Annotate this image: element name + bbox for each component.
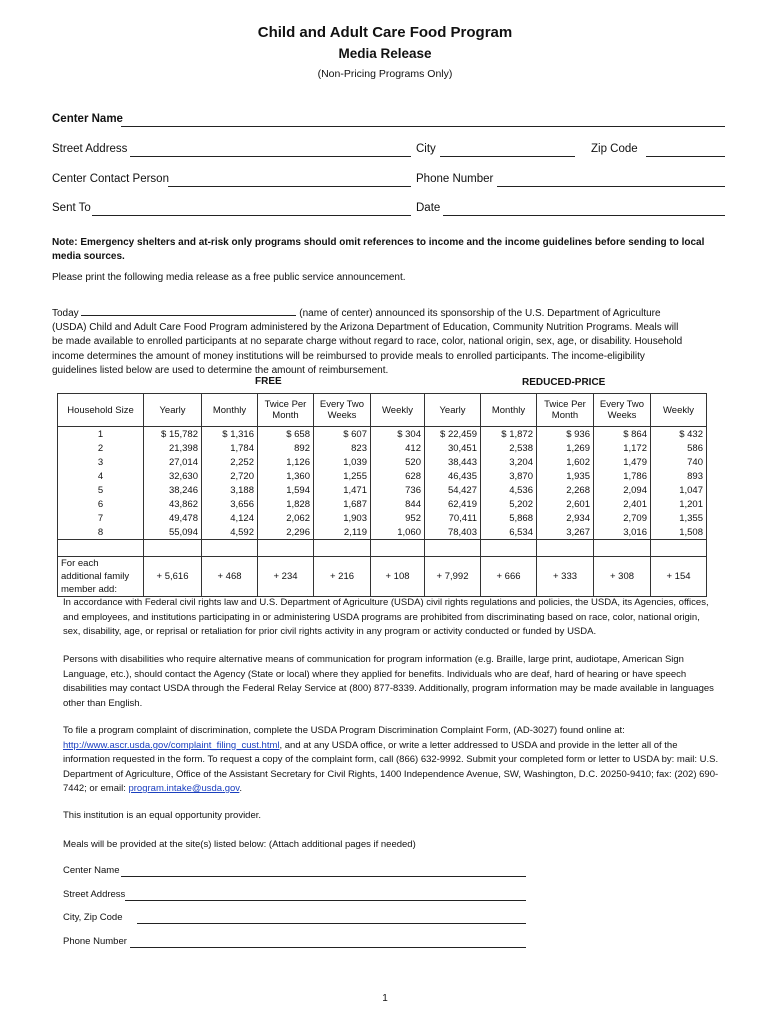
table-cell: $ 1,872 xyxy=(481,427,537,442)
table-cell: + 234 xyxy=(258,557,314,597)
table-cell: 3,204 xyxy=(481,456,537,470)
table-cell: 892 xyxy=(258,442,314,456)
column-header: Every Two Weeks xyxy=(314,394,371,427)
table-cell: + 216 xyxy=(314,557,371,597)
free-label: FREE xyxy=(255,376,282,387)
column-header: Every Two Weeks xyxy=(594,394,651,427)
table-cell: 844 xyxy=(371,498,425,512)
table-cell: + 308 xyxy=(594,557,651,597)
table-cell: 740 xyxy=(651,456,707,470)
table-cell: 1,060 xyxy=(371,526,425,540)
table-cell: 1,172 xyxy=(594,442,651,456)
table-cell: 1,594 xyxy=(258,484,314,498)
table-cell: 70,411 xyxy=(425,512,481,526)
date-field[interactable] xyxy=(443,215,725,216)
table-row xyxy=(58,512,707,526)
table-cell: 3,188 xyxy=(202,484,258,498)
table-cell: 27,014 xyxy=(144,456,202,470)
phone-number-field[interactable] xyxy=(497,186,725,187)
table-cell: + 333 xyxy=(537,557,594,597)
household-size-cell: 6 xyxy=(58,498,144,512)
table-cell: 1,047 xyxy=(651,484,707,498)
column-header: Yearly xyxy=(144,394,202,427)
table-cell: $ 864 xyxy=(594,427,651,442)
center-contact-field[interactable] xyxy=(168,186,411,187)
table-cell: 1,508 xyxy=(651,526,707,540)
table-cell: 1,903 xyxy=(314,512,371,526)
column-header: Weekly xyxy=(651,394,707,427)
table-cell: 55,094 xyxy=(144,526,202,540)
table-body xyxy=(58,427,707,540)
table-header-row xyxy=(58,394,707,427)
table-cell: 5,868 xyxy=(481,512,537,526)
column-header: Household Size xyxy=(58,394,144,427)
table-row xyxy=(58,456,707,470)
column-header: Monthly xyxy=(202,394,258,427)
table-cell: 49,478 xyxy=(144,512,202,526)
release-paragraph xyxy=(52,306,682,378)
household-size-cell: 2 xyxy=(58,442,144,456)
table-cell: 1,602 xyxy=(537,456,594,470)
table-row xyxy=(58,484,707,498)
table-cell: 1,828 xyxy=(258,498,314,512)
table-row xyxy=(58,498,707,512)
table-cell: 2,709 xyxy=(594,512,651,526)
table-cell: 1,355 xyxy=(651,512,707,526)
table-cell: + 154 xyxy=(651,557,707,597)
table-cell: 1,255 xyxy=(314,470,371,484)
sent-to-field[interactable] xyxy=(92,215,411,216)
column-header: Twice Per Month xyxy=(537,394,594,427)
table-cell: 2,720 xyxy=(202,470,258,484)
phone-number-label: Phone Number xyxy=(416,173,494,185)
table-cell: 2,296 xyxy=(258,526,314,540)
table-cell: 823 xyxy=(314,442,371,456)
meals-sites-text: Meals will be provided at the site(s) listed below: (Attach additional pages if needed) xyxy=(63,839,416,850)
table-cell: 2,268 xyxy=(537,484,594,498)
note-text: Note: Emergency shelters and at-risk only programs should omit references to income and the income guidelines before sending to local media sources. xyxy=(52,237,705,262)
table-cell: 1,269 xyxy=(537,442,594,456)
table-cell: $ 304 xyxy=(371,427,425,442)
column-header: Twice Per Month xyxy=(258,394,314,427)
table-cell: 2,119 xyxy=(314,526,371,540)
center-name-label: Center Name xyxy=(52,113,123,125)
document-note: (Non-Pricing Programs Only) xyxy=(317,68,453,80)
table-cell: 4,536 xyxy=(481,484,537,498)
table-cell: 1,784 xyxy=(202,442,258,456)
today-label: Today xyxy=(52,308,79,319)
center-contact-label: Center Contact Person xyxy=(52,173,169,185)
document-title: Child and Adult Care Food Program xyxy=(257,24,513,41)
table-cell: 586 xyxy=(651,442,707,456)
table-cell: 3,870 xyxy=(481,470,537,484)
table-cell: 46,435 xyxy=(425,470,481,484)
household-size-cell: 1 xyxy=(58,427,144,442)
release-line-4: income determines the amount of money institutions will be reimbursed to provide meals to enrolled participants. The income-eligibility xyxy=(52,350,645,362)
household-size-cell: 5 xyxy=(58,484,144,498)
table-row xyxy=(58,427,707,442)
table-cell: $ 432 xyxy=(651,427,707,442)
table-row xyxy=(58,526,707,540)
table-cell: 3,016 xyxy=(594,526,651,540)
column-header: Monthly xyxy=(481,394,537,427)
reduced-price-label: REDUCED-PRICE xyxy=(522,377,606,388)
table-cell: 1,786 xyxy=(594,470,651,484)
sent-to-label: Sent To xyxy=(52,202,91,214)
table-cell: 4,592 xyxy=(202,526,258,540)
table-cell: 3,267 xyxy=(537,526,594,540)
site-street-address-label: Street Address xyxy=(63,889,126,900)
complaint-text-a: To file a program complaint of discrimination, complete the USDA Program Discrimination Complaint Form, (AD-3027) found online at: xyxy=(63,725,625,736)
table-cell: 1,687 xyxy=(314,498,371,512)
release-line-5: guidelines listed below are used to determine the amount of reimbursement. xyxy=(52,364,389,376)
table-cell: 2,401 xyxy=(594,498,651,512)
household-size-cell: 4 xyxy=(58,470,144,484)
civil-rights-paragraph-2: Persons with disabilities who require alternative means of communication for program information (e.g. Braille, large print, audiotape, American Sign Language, etc.), should contact the Agency (State or local) where they applied for benefits. Individuals who are deaf, hard of hearing or have speech disabilities may contact USDA through the Federal Relay Service at (800) 877-8339. Additionally, program information may be made available in languages other than English. xyxy=(63,654,714,709)
household-size-cell: 7 xyxy=(58,512,144,526)
complaint-form-link[interactable]: http://www.ascr.usda.gov/complaint_filing_cust.html xyxy=(63,739,280,751)
column-header: Weekly xyxy=(371,394,425,427)
date-label: Date xyxy=(416,202,441,214)
table-cell: + 468 xyxy=(202,557,258,597)
table-cell: 2,094 xyxy=(594,484,651,498)
table-cell: 5,202 xyxy=(481,498,537,512)
additional-member-row xyxy=(58,557,707,597)
table-cell: 2,062 xyxy=(258,512,314,526)
table-cell: + 7,992 xyxy=(425,557,481,597)
table-cell: 6,534 xyxy=(481,526,537,540)
table-cell: 54,427 xyxy=(425,484,481,498)
page-number: 1 xyxy=(382,993,388,1004)
table-cell: $ 607 xyxy=(314,427,371,442)
instruction-text: Please print the following media release as a free public service announcement. xyxy=(52,272,406,283)
table-cell: 30,451 xyxy=(425,442,481,456)
table-cell: 3,656 xyxy=(202,498,258,512)
table-cell: 2,252 xyxy=(202,456,258,470)
site-center-name-field[interactable] xyxy=(121,876,526,877)
table-cell: 32,630 xyxy=(144,470,202,484)
release-line-1: (name of center) announced its sponsorship of the U.S. Department of Agriculture xyxy=(299,308,661,319)
street-address-field[interactable] xyxy=(130,156,411,157)
site-city-zip-label: City, Zip Code xyxy=(63,912,123,923)
center-name-blank[interactable] xyxy=(81,306,296,316)
table-cell: 1,039 xyxy=(314,456,371,470)
table-cell: 520 xyxy=(371,456,425,470)
additional-member-label: For each additional family member add: xyxy=(58,557,144,597)
civil-rights-paragraph-1: In accordance with Federal civil rights law and U.S. Department of Agriculture (USDA) civil rights regulations and policies, the USDA, its Agencies, offices, and employees, and institutions participating in or administering USDA programs are prohibited from discriminating based on race, color, national origin, sex, disability, age, or reprisal or retaliation for prior civil rights activity in any program or activity conducted or funded by USDA. xyxy=(63,597,709,637)
table-cell: 38,246 xyxy=(144,484,202,498)
table-cell: $ 22,459 xyxy=(425,427,481,442)
table-cell: + 108 xyxy=(371,557,425,597)
table-cell: $ 1,316 xyxy=(202,427,258,442)
table-cell: + 5,616 xyxy=(144,557,202,597)
table-cell: 4,124 xyxy=(202,512,258,526)
site-phone-number-field[interactable] xyxy=(130,947,526,948)
email-link[interactable]: program.intake@usda.gov xyxy=(128,783,240,794)
table-cell: $ 658 xyxy=(258,427,314,442)
site-phone-number-label: Phone Number xyxy=(63,936,127,947)
table-cell: $ 15,782 xyxy=(144,427,202,442)
table-cell: 62,419 xyxy=(425,498,481,512)
table-cell: 1,201 xyxy=(651,498,707,512)
complaint-text-end: . xyxy=(239,783,242,794)
table-cell: 1,126 xyxy=(258,456,314,470)
table-cell: 43,862 xyxy=(144,498,202,512)
release-line-2: (USDA) Child and Adult Care Food Program administered by the Arizona Department of Education, Community Nutrition Programs. Meals will xyxy=(52,322,679,334)
table-cell: 1,935 xyxy=(537,470,594,484)
center-name-field[interactable] xyxy=(121,126,725,127)
table-row xyxy=(58,470,707,484)
table-cell: 952 xyxy=(371,512,425,526)
table-cell: 736 xyxy=(371,484,425,498)
city-label: City xyxy=(416,143,436,155)
table-cell: 38,443 xyxy=(425,456,481,470)
table-cell: 1,479 xyxy=(594,456,651,470)
column-header: Yearly xyxy=(425,394,481,427)
table-cell: 893 xyxy=(651,470,707,484)
street-address-label: Street Address xyxy=(52,143,128,155)
document-subtitle: Media Release xyxy=(338,46,432,61)
city-field[interactable] xyxy=(440,156,575,157)
table-row xyxy=(58,442,707,456)
household-size-cell: 8 xyxy=(58,526,144,540)
table-spacer-row xyxy=(58,540,707,557)
table-cell: 21,398 xyxy=(144,442,202,456)
table-cell: + 666 xyxy=(481,557,537,597)
complaint-text-b: , and at any USDA office, or write a letter addressed to USDA and provide in the letter all of the information requested in the form. To request a copy of the complaint form, call (866) 632-9992. Submit your completed form or letter to USDA by: mail: U.S. Department of Agriculture, Office of the Assistant Secretary for Civil Rights, 1400 Independence Avenue, SW, Washington, D.C. 20250-9410; fax: (202) 690-7442; or email: xyxy=(63,739,719,794)
release-line-3: be made available to enrolled participants at no separate charge without regard to race, color, national origin, sex, age, or disability. Household xyxy=(52,336,683,348)
table-cell: 412 xyxy=(371,442,425,456)
zip-code-field[interactable] xyxy=(646,156,725,157)
table-cell: 78,403 xyxy=(425,526,481,540)
table-cell: 2,538 xyxy=(481,442,537,456)
complaint-paragraph xyxy=(63,724,723,797)
site-street-address-field[interactable] xyxy=(125,900,526,901)
table-cell: 628 xyxy=(371,470,425,484)
table-cell: $ 936 xyxy=(537,427,594,442)
zip-code-label: Zip Code xyxy=(591,143,638,155)
income-guidelines-table xyxy=(57,393,707,597)
table-cell: 1,360 xyxy=(258,470,314,484)
table-cell: 2,934 xyxy=(537,512,594,526)
equal-opportunity-text: This institution is an equal opportunity provider. xyxy=(63,810,262,821)
table-cell: 1,471 xyxy=(314,484,371,498)
table-cell: 2,601 xyxy=(537,498,594,512)
site-center-name-label: Center Name xyxy=(63,865,120,876)
site-city-zip-field[interactable] xyxy=(137,923,526,924)
household-size-cell: 3 xyxy=(58,456,144,470)
